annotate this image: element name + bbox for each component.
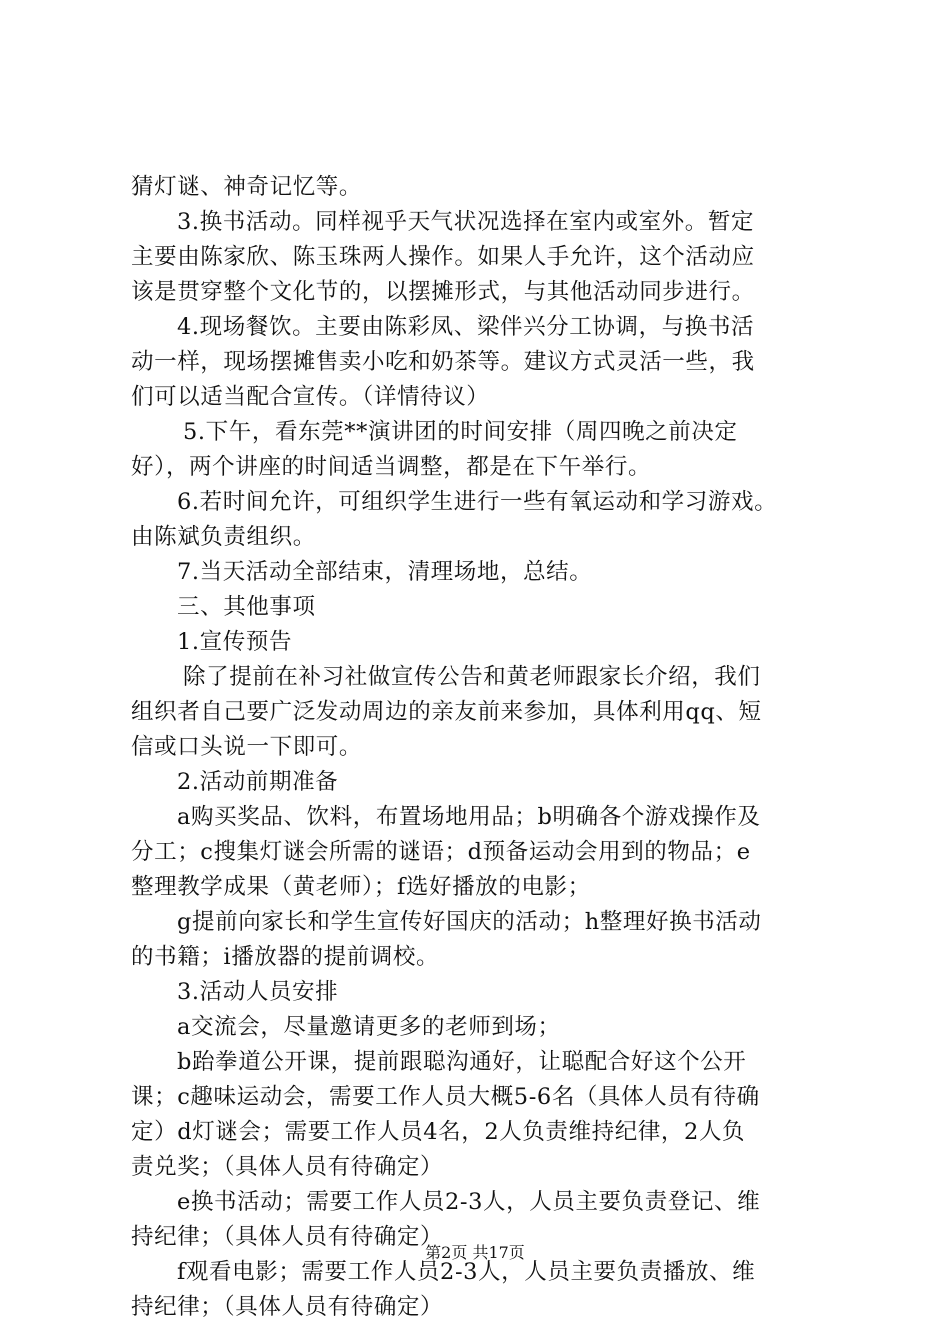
subsection-heading: 3.活动人员安排 [177, 979, 339, 1005]
page-footer: 第2页 共17页 [425, 1243, 525, 1262]
text-line: 好），两个讲座的时间适当调整，都是在下午举行。 [131, 454, 652, 480]
text-line: 动一样，现场摆摊售卖小吃和奶茶等。建议方式灵活一些，我 [131, 349, 755, 375]
text-line: 的书籍；i播放器的提前调校。 [131, 944, 440, 970]
text-line: 持纪律；（具体人员有待确定） [131, 1224, 444, 1250]
text-line: 4.现场餐饮。主要由陈彩凤、梁伴兴分工协调，与换书活 [177, 314, 755, 340]
text-line: 3.换书活动。同样视乎天气状况选择在室内或室外。暂定 [177, 209, 755, 235]
body-text [131, 170, 831, 1325]
text-line: 们可以适当配合宣传。（详情待议） [131, 384, 490, 410]
text-line: b跆拳道公开课，提前跟聪沟通好，让聪配合好这个公开 [177, 1049, 747, 1075]
text-line: 6.若时间允许，可组织学生进行一些有氧运动和学习游戏。 [177, 489, 778, 515]
text-line: 除了提前在补习社做宣传公告和黄老师跟家长介绍，我们 [183, 664, 761, 690]
text-line: a交流会，尽量邀请更多的老师到场； [177, 1014, 561, 1040]
text-line: 猜灯谜、神奇记忆等。 [131, 174, 363, 200]
text-line: 7.当天活动全部结束，清理场地，总结。 [177, 559, 593, 585]
subsection-heading: 2.活动前期准备 [177, 769, 339, 795]
text-line: g提前向家长和学生宣传好国庆的活动；h整理好换书活动 [177, 909, 762, 935]
text-line: 组织者自己要广泛发动周边的亲友前来参加，具体利用qq、短 [131, 699, 762, 725]
text-line: 定）d灯谜会；需要工作人员4名，2人负责维持纪律，2人负 [131, 1119, 746, 1145]
text-line: 信或口头说一下即可。 [131, 734, 363, 760]
text-line: 由陈斌负责组织。 [131, 524, 316, 550]
text-line: 课；c趣味运动会，需要工作人员大概5-6名（具体人员有待确 [131, 1084, 760, 1110]
text-line: 责兑奖；（具体人员有待确定） [131, 1154, 444, 1180]
text-line: e换书活动；需要工作人员2-3人，人员主要负责登记、维 [177, 1189, 761, 1215]
text-line: a购买奖品、饮料，布置场地用品；b明确各个游戏操作及 [177, 804, 761, 830]
text-line: 持纪律；（具体人员有待确定） [131, 1294, 444, 1320]
text-line: 5.下午，看东莞**演讲团的时间安排（周四晚之前决定 [183, 419, 738, 445]
text-line: 主要由陈家欣、陈玉珠两人操作。如果人手允许，这个活动应 [131, 244, 755, 270]
text-line: 该是贯穿整个文化节的，以摆摊形式，与其他活动同步进行。 [131, 279, 755, 305]
text-line: 整理教学成果（黄老师）；f选好播放的电影； [131, 874, 591, 900]
text-line: 分工；c搜集灯谜会所需的谜语；d预备运动会用到的物品；e [131, 839, 751, 865]
text-line: f观看电影；需要工作人员2-3人，人员主要负责播放、维 [177, 1259, 756, 1285]
subsection-heading: 1.宣传预告 [177, 629, 293, 655]
section-heading: 三、其他事项 [177, 594, 316, 620]
